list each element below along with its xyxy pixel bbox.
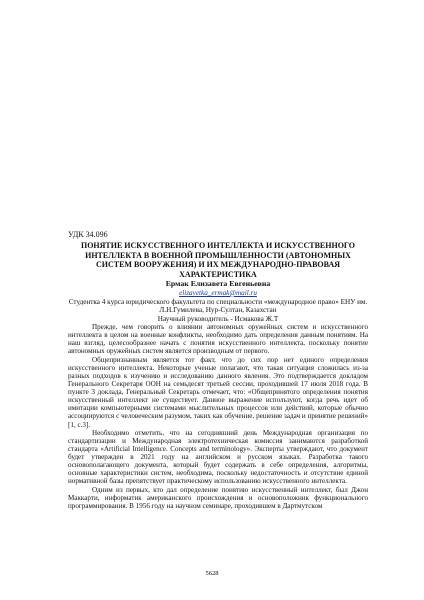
author-name: Ермак Елизавета Евгеньевна: [165, 279, 271, 288]
paragraph: Прежде, чем говорить о влиянии автономных оружейных систем и искусственного интеллекта в целом на военные конфликты, необходимо дать определения данным понятиям. На наш взгляд, целесообразнее начать с понятия искусственного интеллекта, поскольку понятие автономных оружейных систем является производным от первого.: [68, 323, 368, 356]
author-block: [68, 280, 368, 324]
author-affiliation: Студентка 4 курса юридического факультета по специальности «международное право» ЕНУ им. Л.Н.Гумилева, Нур-Султан, Казахстан: [68, 297, 368, 315]
paragraph: Одним из первых, кто дал определение понятию искусственный интеллект, был Джон Маккарти, информатик американского происхождения и основоположник функционального программирования. В 1956 году на научном семинаре, проходившем в Дартмутском: [68, 485, 368, 510]
paragraph: Общепризнанным является тот факт, что до сих пор нет единого определения искусственного интеллекта. Некоторые ученые полагают, что такая ситуация сложилась из-за разных подходов к изучению и исследованию данного явления. Это подтверждается докладом Генерального Секретаря ООН на семьдесят третьей сессии, проходившей 17 июля 2018 года. В пункте 3 доклада, Генеральный Секретарь отмечает, что: «Общепринятого определения понятия искусственный интеллект не существует. Данное выражение используют, когда речь идет об имитации компьютерными системами мыслительных процессов или действий, которые обычно ассоциируются с человеческим разумом, таких как обучение, решение задач и принятие решений» [1, c.3].: [68, 355, 368, 429]
page-number: 5628: [205, 570, 219, 577]
body-text: [68, 323, 368, 510]
paragraph: Необходимо отметить, что на сегодняшний день Международная организация по стандартизации и Международная электротехническая комиссия занимаются разработкой стандарта «Artificial Intelligence. Concepts and terminology». Эксперты утверждают, что документ будет утвержден в 2021 году на английском и русском языках. Разработка такого основополагающего документа, который будет содержать в себе определения, алгоритмы, основные характеристики систем, необходима, поскольку недостаточность и отсутствие единой нормативной базы препятствует практическому использованию искусственного интеллекта.: [68, 428, 368, 486]
paper-title: ПОНЯТИЕ ИСКУССТВЕННОГО ИНТЕЛЛЕКТА И ИСКУССТВЕННОГО ИНТЕЛЛЕКТА В ВОЕННОЙ ПРОМЫШЛЕННОСТИ (АВТОНОМНЫХ СИСТЕМ ВООРУЖЕНИЯ) И ИХ МЕЖДУНАРОДНО-ПРАВОВАЯ ХАРАКТЕРИСТИКА: [80, 241, 356, 279]
scientific-supervisor: Научный руководитель - Исмакова Ж.Т: [157, 315, 279, 324]
author-email-line: [68, 289, 368, 298]
udk-code: УДК 34.096: [68, 230, 108, 239]
author-email-link[interactable]: elizavetka_ermak@mail.ru: [179, 288, 257, 297]
